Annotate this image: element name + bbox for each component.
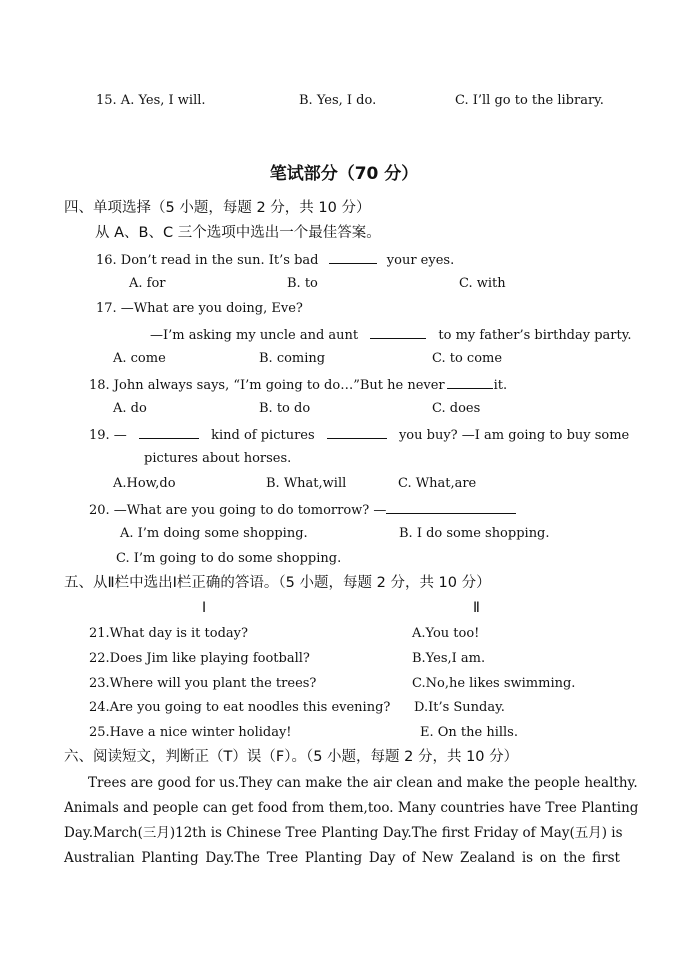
q16-stem-pre: 16. Don’t read in the sun. It’s bad <box>96 253 319 268</box>
q16-stem-post: your eyes. <box>386 253 455 268</box>
q18-option-a: A. do <box>113 401 147 416</box>
q17-blank <box>370 325 426 339</box>
match-right-d: D.It’s Sunday. <box>414 700 505 715</box>
q18-stem-pre: 18. John always says, “I’m going to do…”But he never <box>89 378 445 393</box>
q17-line1: 17. —What are you doing, Eve? <box>96 301 303 316</box>
q17-line2 <box>150 325 632 345</box>
section-4-instruction: 从 A、B、C 三个选项中选出一个最佳答案。 <box>95 225 381 241</box>
q17-option-a: A. come <box>113 351 166 366</box>
q19-post: you buy? —I am going to buy some <box>398 428 630 443</box>
q19-blank-1 <box>139 425 199 439</box>
match-left-25: 25.Have a nice winter holiday! <box>89 725 292 740</box>
match-right-c: C.No,he likes swimming. <box>412 676 576 691</box>
q20-option-c: C. I’m going to do some shopping. <box>116 551 342 566</box>
part-title: 笔试部分（70 分） <box>269 164 419 184</box>
q16-blank <box>329 250 377 264</box>
q16-option-b: B. to <box>287 276 318 291</box>
q16-option-a: A. for <box>129 276 166 291</box>
q18-stem-post: it. <box>493 378 508 393</box>
q18-option-c: C. does <box>432 401 481 416</box>
q17-option-b: B. coming <box>259 351 326 366</box>
q15-option-b: B. Yes, I do. <box>299 93 377 108</box>
column-2-header: Ⅱ <box>473 600 480 616</box>
section-4-heading: 四、单项选择（5 小题，每题 2 分，共 10 分） <box>64 200 371 216</box>
q16-stem <box>96 250 454 270</box>
q20-option-b: B. I do some shopping. <box>399 526 550 541</box>
q16-option-c: C. with <box>459 276 506 291</box>
q19-option-b: B. What,will <box>266 476 347 491</box>
column-1-header: Ⅰ <box>202 600 207 616</box>
match-left-24: 24.Are you going to eat noodles this evening? <box>89 700 391 715</box>
q20-stem-text: 20. —What are you going to do tomorrow? — <box>89 503 387 518</box>
q15-option-c: C. I’ll go to the library. <box>455 93 604 108</box>
q18-option-b: B. to do <box>259 401 311 416</box>
q18-blank <box>447 375 493 389</box>
q19-line1 <box>89 425 629 445</box>
q15-option-a: 15. A. Yes, I will. <box>96 93 206 108</box>
match-left-23: 23.Where will you plant the trees? <box>89 676 317 691</box>
q17-option-c: C. to come <box>432 351 503 366</box>
q17-line2-pre: —I’m asking my uncle and aunt <box>150 328 359 343</box>
section-5-heading: 五、从Ⅱ栏中选出Ⅰ栏正确的答语。（5 小题，每题 2 分，共 10 分） <box>64 575 491 591</box>
q17-line2-post: to my father’s birthday party. <box>438 328 632 343</box>
q18-stem <box>89 375 507 395</box>
q19-line2: pictures about horses. <box>144 451 292 466</box>
passage-line-3: Day.March(三月)12th is Chinese Tree Planting Day.The first Friday of May(五月) is <box>64 825 623 841</box>
q20-blank <box>386 500 516 514</box>
q19-option-a: A.How,do <box>113 476 176 491</box>
q20-option-a: A. I’m doing some shopping. <box>120 526 308 541</box>
match-right-a: A.You too! <box>412 626 480 641</box>
passage-line-2: Animals and people can get food from them,too. Many countries have Tree Planting <box>64 800 639 816</box>
q19-option-c: C. What,are <box>398 476 477 491</box>
q20-stem <box>89 500 516 520</box>
match-right-b: B.Yes,I am. <box>412 651 486 666</box>
section-6-heading: 六、阅读短文，判断正（T）误（F）。（5 小题，每题 2 分，共 10 分） <box>64 749 519 765</box>
match-left-22: 22.Does Jim like playing football? <box>89 651 310 666</box>
q19-blank-2 <box>327 425 387 439</box>
match-right-e: E. On the hills. <box>420 725 518 740</box>
passage-line-4: Australian Planting Day.The Tree Planting Day of New Zealand is on the first <box>64 850 620 866</box>
q19-pre: 19. — <box>89 428 127 443</box>
match-left-21: 21.What day is it today? <box>89 626 248 641</box>
q19-mid: kind of pictures <box>211 428 315 443</box>
passage-line-1: Trees are good for us.They can make the air clean and make the people healthy. <box>88 775 638 791</box>
